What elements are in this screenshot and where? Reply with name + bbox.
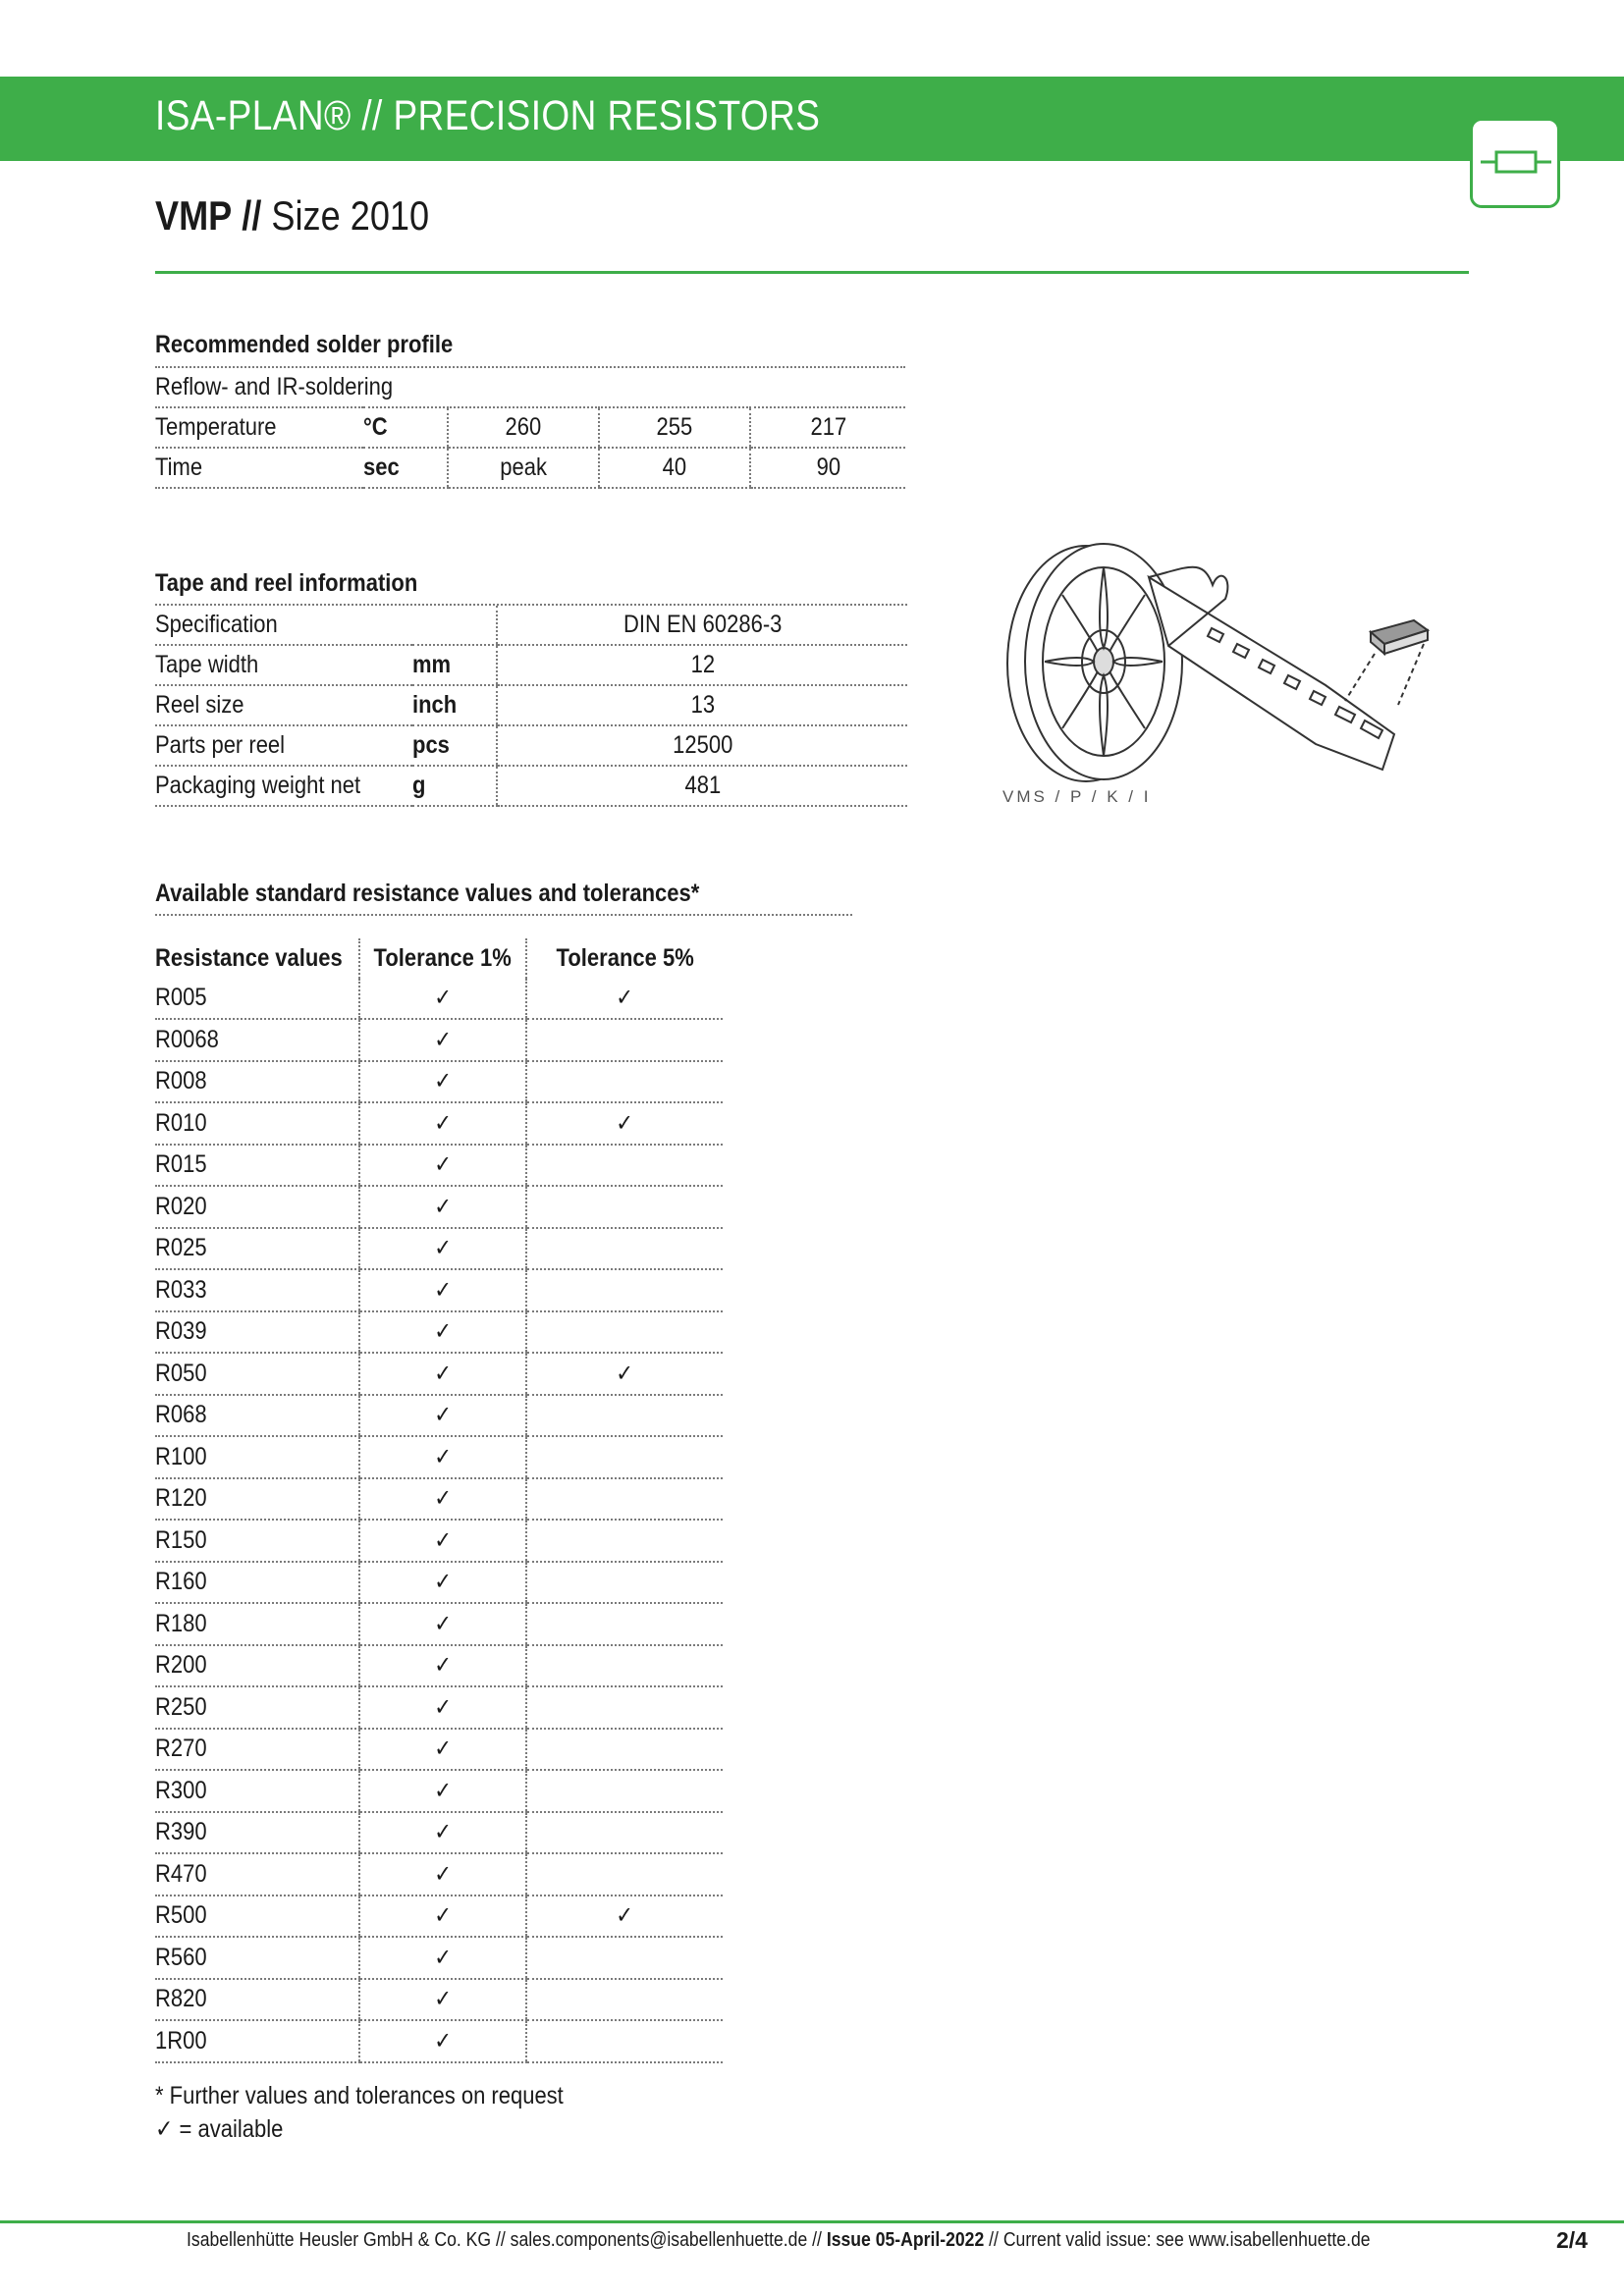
table-row <box>155 979 723 1020</box>
row-unit: pcs <box>412 731 450 759</box>
solder-subheading: Reflow- and IR-soldering <box>155 373 394 400</box>
resistance-value: 1R00 <box>155 2026 207 2055</box>
resistance-value: R068 <box>155 1401 207 1429</box>
table-row <box>155 1603 723 1645</box>
tolerance-1-cell: ✓ <box>434 1944 452 1971</box>
table-row <box>155 1979 723 2021</box>
table-row <box>155 1937 723 1979</box>
table-row <box>155 1562 723 1604</box>
resistance-value: R033 <box>155 1275 207 1304</box>
tolerance-1-cell: ✓ <box>434 2027 452 2055</box>
column-header: Tolerance 5% <box>556 943 694 972</box>
footer-rule <box>0 2220 1624 2223</box>
row-value: 13 <box>690 691 715 719</box>
row-value: 255 <box>656 413 693 441</box>
table-row <box>155 725 907 766</box>
resistance-value: R250 <box>155 1692 207 1721</box>
resistance-value: R025 <box>155 1234 207 1262</box>
table-row <box>155 1686 723 1729</box>
tolerance-1-cell: ✓ <box>434 1693 452 1721</box>
resistance-table <box>155 938 723 2063</box>
tolerance-1-cell: ✓ <box>434 1986 452 2013</box>
tolerance-1-cell: ✓ <box>434 1318 452 1346</box>
table-header-row <box>155 938 723 979</box>
tolerance-1-cell: ✓ <box>434 1109 452 1137</box>
table-row <box>155 1186 723 1228</box>
row-label: Specification <box>155 611 278 638</box>
resistance-heading: Available standard resistance values and tolerances* <box>155 880 700 907</box>
tolerance-5-cell: ✓ <box>616 1902 634 1930</box>
table-row <box>155 1896 723 1938</box>
row-value: 217 <box>810 413 846 441</box>
product-name: VMP <box>155 192 233 239</box>
header-title: ISA-PLAN® // PRECISION RESISTORS <box>155 92 821 139</box>
row-value: 12 <box>690 651 715 678</box>
resistance-value: R470 <box>155 1859 207 1888</box>
resistor-logo-icon <box>1470 118 1560 208</box>
resistance-value: R820 <box>155 1985 207 2013</box>
check-legend: ✓ = available <box>155 2115 284 2143</box>
tolerance-1-cell: ✓ <box>434 1569 452 1596</box>
resistance-value: R150 <box>155 1525 207 1554</box>
resistance-value: R560 <box>155 1943 207 1971</box>
column-header: Resistance values <box>155 943 343 972</box>
table-row <box>155 1770 723 1812</box>
resistance-value: R270 <box>155 1735 207 1763</box>
tolerance-1-cell: ✓ <box>434 1402 452 1429</box>
table-row <box>155 407 905 448</box>
row-label: Packaging weight net <box>155 772 361 799</box>
table-row <box>155 1645 723 1687</box>
product-separator: // <box>242 192 262 239</box>
tolerance-5-cell: ✓ <box>616 985 634 1012</box>
resistance-value: R100 <box>155 1442 207 1470</box>
tolerance-1-cell: ✓ <box>434 1360 452 1387</box>
tolerance-1-cell: ✓ <box>434 1819 452 1846</box>
tape-reel-table <box>155 606 907 807</box>
illustration-caption: VMS / P / K / I <box>1002 787 1152 806</box>
footer-text <box>187 2229 1371 2252</box>
resistance-value: R390 <box>155 1818 207 1846</box>
tolerance-1-cell: ✓ <box>434 1526 452 1554</box>
row-label: Parts per reel <box>155 731 286 759</box>
resistance-value: R020 <box>155 1192 207 1220</box>
tolerance-1-cell: ✓ <box>434 1235 452 1262</box>
table-row <box>155 1311 723 1354</box>
table-row <box>155 1019 723 1061</box>
table-row <box>155 1102 723 1145</box>
row-value: 12500 <box>672 731 733 759</box>
tolerance-1-cell: ✓ <box>434 985 452 1012</box>
resistance-value: R200 <box>155 1651 207 1680</box>
row-unit: inch <box>412 691 458 719</box>
table-row <box>155 766 907 806</box>
row-unit: °C <box>363 413 388 441</box>
table-row <box>155 448 905 488</box>
table-row <box>155 1853 723 1896</box>
row-label: Tape width <box>155 651 259 678</box>
tolerance-1-cell: ✓ <box>434 1193 452 1220</box>
row-value: 260 <box>505 413 542 441</box>
tolerance-1-cell: ✓ <box>434 1026 452 1053</box>
resistance-value: R120 <box>155 1484 207 1513</box>
column-header: Tolerance 1% <box>373 943 513 972</box>
tolerance-1-cell: ✓ <box>434 1777 452 1804</box>
row-unit: g <box>412 772 426 799</box>
row-value: 481 <box>684 772 721 799</box>
tolerance-1-cell: ✓ <box>434 1443 452 1470</box>
resistance-value: R0068 <box>155 1025 219 1053</box>
resistance-value: R050 <box>155 1359 207 1387</box>
tolerance-1-cell: ✓ <box>434 1652 452 1680</box>
row-value: 90 <box>816 454 840 481</box>
resistance-value: R015 <box>155 1150 207 1179</box>
row-value: 40 <box>662 454 687 481</box>
resistance-table-body <box>155 979 723 2062</box>
table-row <box>155 1478 723 1521</box>
table-row <box>155 1353 723 1395</box>
table-row <box>155 1269 723 1311</box>
row-label: Reel size <box>155 691 244 719</box>
table-row <box>155 1145 723 1187</box>
resistance-value: R180 <box>155 1609 207 1637</box>
table-row <box>155 1395 723 1437</box>
table-row <box>155 1812 723 1854</box>
table-row <box>155 1729 723 1771</box>
resistance-value: R008 <box>155 1067 207 1095</box>
table-row <box>155 645 907 685</box>
resistance-value: R005 <box>155 984 207 1012</box>
resistance-value: R039 <box>155 1317 207 1346</box>
table-row <box>155 1520 723 1562</box>
tolerance-1-cell: ✓ <box>434 1068 452 1095</box>
tape-reel-heading: Tape and reel information <box>155 569 418 597</box>
footnote: * Further values and tolerances on request <box>155 2082 564 2109</box>
tolerance-1-cell: ✓ <box>434 1610 452 1637</box>
solder-profile-heading: Recommended solder profile <box>155 331 454 358</box>
row-label: Time <box>155 454 203 481</box>
resistance-value: R500 <box>155 1901 207 1930</box>
tolerance-1-cell: ✓ <box>434 1735 452 1763</box>
resistance-value: R010 <box>155 1108 207 1137</box>
row-unit: mm <box>412 651 452 678</box>
product-size: Size 2010 <box>271 192 430 239</box>
tolerance-1-cell: ✓ <box>434 1276 452 1304</box>
table-row <box>155 685 907 725</box>
page-number: 2/4 <box>1556 2227 1588 2253</box>
footer-company: Isabellenhütte Heusler GmbH & Co. KG // sales.components@isabellenhuette.de // <box>187 2229 827 2251</box>
solder-subheading-row <box>155 368 905 407</box>
row-value: peak <box>500 454 547 481</box>
table-row <box>155 2020 723 2062</box>
tolerance-1-cell: ✓ <box>434 1902 452 1930</box>
product-title <box>155 192 429 240</box>
resistance-value: R160 <box>155 1568 207 1596</box>
title-divider <box>155 271 1469 274</box>
tolerance-1-cell: ✓ <box>434 1151 452 1179</box>
resistance-heading-rule <box>155 914 852 916</box>
tolerance-1-cell: ✓ <box>434 1485 452 1513</box>
tolerance-1-cell: ✓ <box>434 1860 452 1888</box>
resistance-value: R300 <box>155 1776 207 1804</box>
solder-profile-table <box>155 368 905 489</box>
tolerance-5-cell: ✓ <box>616 1360 634 1387</box>
row-label: Temperature <box>155 413 277 441</box>
tolerance-5-cell: ✓ <box>616 1109 634 1137</box>
table-row <box>155 606 907 645</box>
table-row <box>155 1436 723 1478</box>
table-row <box>155 1228 723 1270</box>
footer-current-issue: // Current valid issue: see www.isabellenhuette.de <box>984 2229 1371 2251</box>
row-unit: sec <box>363 454 400 481</box>
footer-issue: Issue 05-April-2022 <box>826 2229 985 2251</box>
tape-reel-illustration <box>1001 538 1434 800</box>
row-value: DIN EN 60286-3 <box>623 611 783 638</box>
table-row <box>155 1061 723 1103</box>
